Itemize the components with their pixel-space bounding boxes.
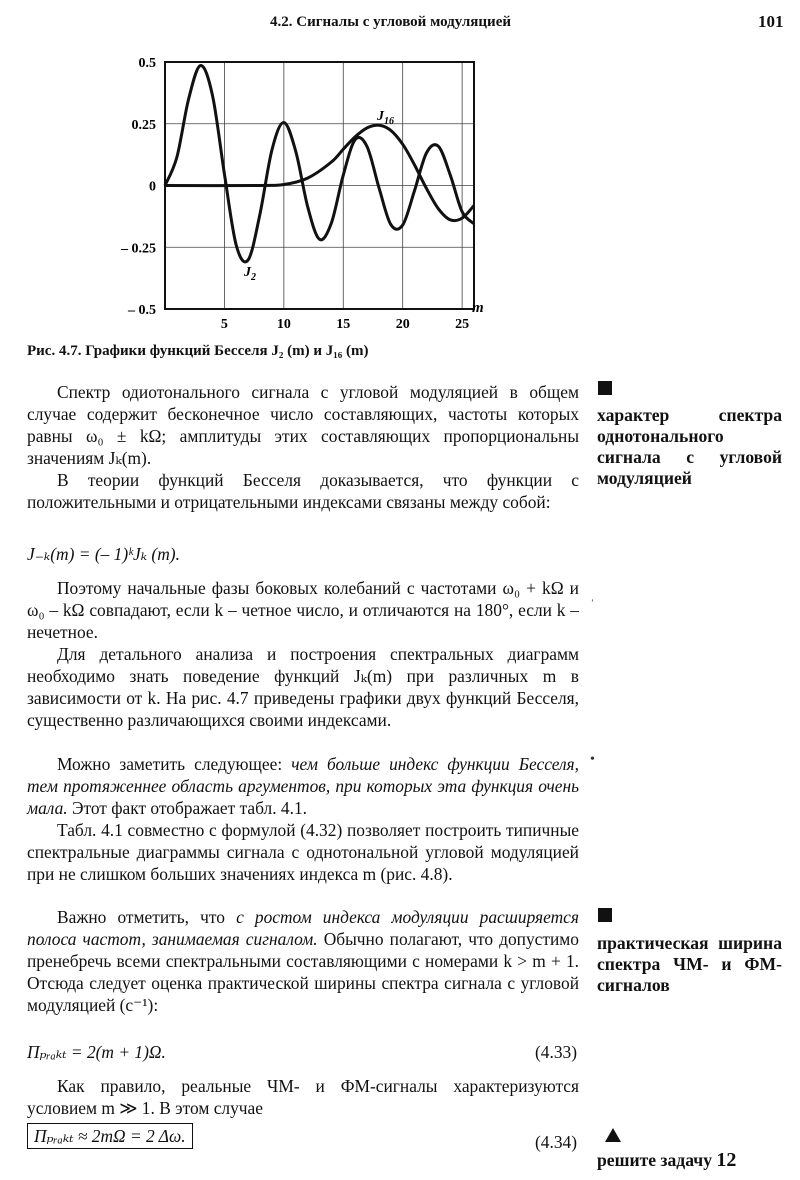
equation-number-4-33: (4.33)	[535, 1042, 578, 1062]
paragraph-6: Табл. 4.1 совместно с формулой (4.32) позволяет построить типичные спектральные диаграммы сигнала с однотональной угловой модуляцией при не слишком больших значениях индекса m (рис. 4.8).	[27, 820, 579, 884]
margin-note-square-icon	[598, 908, 612, 922]
paragraph-2: В теории функций Бесселя доказывается, что функции с положительными и отрицательными индексами связаны между собой:	[27, 470, 579, 512]
paragraph-8: Как правило, реальные ЧМ- и ФМ-сигналы характеризуются условием m ≫ 1. В этом случае	[27, 1076, 579, 1118]
bessel-chart	[0, 40, 800, 340]
paragraph-1: Спектр одиотонального сигнала с угловой модуляцией в общем случае содержит бесконечное число составляющих, частоты которых равны ω₀ ± kΩ; амплитуды этих составляющих пропорциональны значениям Jₖ(m).	[27, 382, 579, 468]
task-reference: решите задачу 12	[597, 1149, 737, 1171]
task-triangle-icon	[605, 1128, 621, 1142]
j16-curve-label: $J_{16}$	[377, 109, 394, 127]
y-tick-label: 0.5	[138, 56, 156, 71]
x-tick-label: 20	[395, 317, 410, 332]
stray-mark: •	[590, 752, 595, 767]
series-j16-line	[165, 125, 474, 220]
formula-4-34	[27, 1126, 193, 1147]
y-tick-label: 0	[149, 179, 156, 195]
figure-caption: Рис. 4.7. Графики функций Бесселя J₂ (m) и J₁₆ (m)	[27, 343, 369, 359]
boxed-formula: Пₚᵣₐₖₜ ≈ 2mΩ = 2 Δω.	[27, 1123, 193, 1149]
y-tick-label: – 0.25	[121, 241, 156, 257]
x-tick-label: 5	[220, 317, 228, 332]
series-j2-line	[165, 65, 474, 261]
margin-note-bandwidth: практическая ширина спектра ЧМ- и ФМ-сигналов	[597, 933, 782, 995]
paragraph-5: Можно заметить следующее: чем больше индекс функции Бесселя, тем протяженнее область аргументов, при которых эта функция очень мала. Этот факт отображает табл. 4.1.	[27, 754, 579, 818]
paragraph-4: Для детального анализа и построения спектральных диаграмм необходимо знать поведение функций Jₖ(m) при различных m в зависимости от k. На рис. 4.7 приведены графики двух функций Бесселя, существенно различающихся своими индексами.	[27, 644, 579, 730]
j2-curve-label: $J_2$	[244, 265, 256, 283]
stray-mark: ˈ	[590, 598, 595, 613]
x-tick-label: 10	[276, 317, 291, 332]
margin-note-square-icon	[598, 381, 612, 395]
equation-number-4-34: (4.34)	[535, 1132, 578, 1152]
margin-note-spectrum: характер спектра однотонального сигнала с угловой модуляцией	[597, 405, 782, 488]
formula-4-33: Пₚᵣₐₖₜ = 2(m + 1)Ω.	[27, 1042, 166, 1062]
formula-bessel-symmetry: J₋ₖ(m) = (– 1)ᵏJₖ (m).	[27, 544, 180, 564]
x-axis-label: m	[472, 300, 484, 316]
paragraph-3: Поэтому начальные фазы боковых колебаний с частотами ω₀ + kΩ и ω₀ – kΩ совпадают, если k – четное число, и отличаются на 180°, если k – нечетное.	[27, 578, 579, 642]
page-number: 101	[758, 12, 784, 31]
x-tick-label: 15	[336, 317, 351, 332]
x-tick-label: 25	[455, 317, 470, 332]
running-header: 4.2. Сигналы с угловой модуляцией	[270, 14, 511, 30]
y-tick-label: – 0.5	[128, 303, 156, 318]
y-tick-label: 0.25	[131, 117, 156, 133]
paragraph-7: Важно отметить, что с ростом индекса модуляции расширяется полоса частот, занимаемая сигналом. Обычно полагают, что допустимо пренебречь всеми спектральными составляющими с номерами k > m + 1. Отсюда следует оценка практической ширины спектра сигнала с угловой модуляцией (с⁻¹):	[27, 907, 579, 1015]
